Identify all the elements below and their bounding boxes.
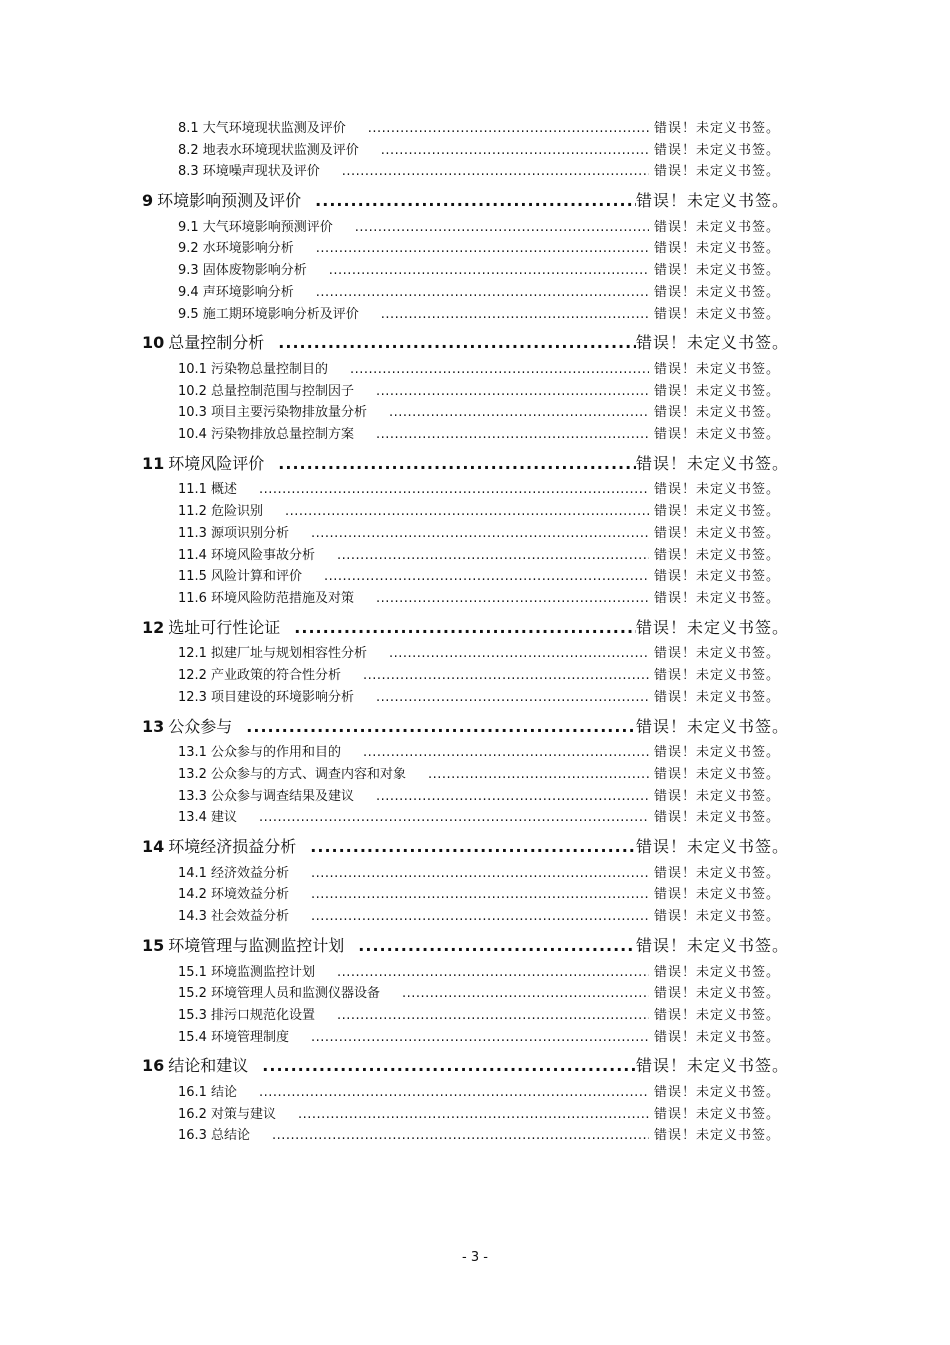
toc-dot-leader — [376, 381, 649, 403]
toc-entry-page-ref: 错误！未定义书签。 — [635, 454, 789, 473]
toc-entry-page-ref: 错误！未定义书签。 — [654, 143, 781, 158]
toc-entry-number: 14.1 — [178, 866, 207, 881]
toc-entry-number: 12.2 — [178, 668, 207, 683]
toc-dot-leader — [316, 282, 649, 304]
toc-chapter-entry[interactable] — [142, 452, 789, 476]
toc-entry-title: 环境管理制度 — [210, 1030, 289, 1045]
toc-entry-title: 概述 — [210, 482, 237, 497]
toc-dot-leader — [368, 118, 649, 140]
toc-dot-leader — [350, 359, 649, 381]
toc-entry-title: 环境管理与监测监控计划 — [168, 936, 345, 955]
toc-entry-number: 10.2 — [178, 384, 207, 399]
toc-dot-leader — [272, 1125, 649, 1147]
toc-entry-number: 16.3 — [178, 1128, 207, 1143]
toc-entry-title: 大气环境影响预测评价 — [202, 220, 333, 235]
toc-section-entry[interactable] — [178, 906, 786, 928]
toc-dot-leader — [376, 786, 649, 808]
toc-dot-leader — [294, 616, 636, 640]
toc-dot-leader — [311, 863, 649, 885]
toc-entry-page-ref: 错误！未定义书签。 — [654, 1008, 781, 1023]
toc-entry-page-ref: 错误！未定义书签。 — [635, 333, 789, 352]
toc-entry-title: 环境风险事故分析 — [210, 548, 315, 563]
toc-dot-leader — [259, 807, 649, 829]
toc-chapter-entry[interactable] — [142, 934, 789, 958]
toc-entry-page-ref: 错误！未定义书签。 — [654, 121, 781, 136]
toc-entry-number: 9.2 — [178, 241, 199, 256]
toc-entry-page-ref: 错误！未定义书签。 — [654, 745, 781, 760]
toc-entry-page-ref: 错误！未定义书签。 — [654, 548, 781, 563]
toc-section-entry[interactable] — [178, 1005, 786, 1027]
toc-entry-title: 风险计算和评价 — [210, 569, 302, 584]
toc-dot-leader — [311, 1027, 649, 1049]
toc-dot-leader — [311, 906, 649, 928]
toc-section-entry[interactable] — [178, 665, 786, 687]
toc-dot-leader — [329, 260, 649, 282]
toc-dot-leader — [278, 452, 636, 476]
toc-entry-page-ref: 错误！未定义书签。 — [654, 569, 781, 584]
toc-section-entry[interactable] — [178, 424, 786, 446]
toc-chapter-entry[interactable] — [142, 189, 789, 213]
toc-entry-number: 16.1 — [178, 1085, 207, 1100]
toc-entry-title: 大气环境现状监测及评价 — [202, 121, 346, 136]
toc-section-entry[interactable] — [178, 962, 786, 984]
toc-entry-title: 结论和建议 — [168, 1056, 249, 1075]
toc-entry-number: 9.3 — [178, 263, 199, 278]
toc-dot-leader — [298, 1104, 649, 1126]
toc-entry-number: 12.3 — [178, 690, 207, 705]
toc-section-entry[interactable] — [178, 1082, 786, 1104]
toc-entry-number: 16 — [142, 1056, 165, 1075]
toc-section-entry[interactable] — [178, 884, 786, 906]
toc-entry-number: 14.3 — [178, 909, 207, 924]
toc-entry-title: 公众参与的作用和目的 — [210, 745, 341, 760]
toc-dot-leader — [259, 1082, 649, 1104]
toc-dot-leader — [310, 835, 636, 859]
toc-entry-page-ref: 错误！未定义书签。 — [654, 909, 781, 924]
toc-dot-leader — [262, 1054, 636, 1078]
toc-entry-page-ref: 错误！未定义书签。 — [654, 810, 781, 825]
toc-entry-title: 对策与建议 — [210, 1107, 276, 1122]
toc-dot-leader — [311, 884, 649, 906]
toc-entry-number: 11 — [142, 454, 165, 473]
toc-entry-title: 环境风险防范措施及对策 — [210, 591, 354, 606]
toc-section-entry[interactable] — [178, 742, 786, 764]
toc-dot-leader — [278, 331, 636, 355]
toc-entry-title: 环境监测监控计划 — [210, 965, 315, 980]
toc-section-entry[interactable] — [178, 588, 786, 610]
toc-entry-page-ref: 错误！未定义书签。 — [654, 986, 781, 1001]
toc-dot-leader — [376, 687, 649, 709]
toc-entry-page-ref: 错误！未定义书签。 — [635, 618, 789, 637]
toc-section-entry[interactable] — [178, 238, 786, 260]
toc-section-entry[interactable] — [178, 523, 786, 545]
toc-entry-title: 总量控制分析 — [168, 333, 265, 352]
toc-entry-title: 环境风险评价 — [168, 454, 265, 473]
toc-entry-number: 10 — [142, 333, 165, 352]
toc-entry-title: 环境经济损益分析 — [168, 837, 297, 856]
toc-entry-page-ref: 错误！未定义书签。 — [654, 668, 781, 683]
toc-dot-leader — [402, 983, 649, 1005]
toc-entry-title: 声环境影响分析 — [202, 285, 294, 300]
toc-entry-number: 13.4 — [178, 810, 207, 825]
toc-dot-leader — [363, 742, 649, 764]
toc-entry-title: 社会效益分析 — [210, 909, 289, 924]
toc-entry-page-ref: 错误！未定义书签。 — [654, 646, 781, 661]
toc-entry-number: 10.1 — [178, 362, 207, 377]
toc-section-entry[interactable] — [178, 983, 786, 1005]
toc-section-entry[interactable] — [178, 282, 786, 304]
toc-entry-page-ref: 错误！未定义书签。 — [654, 887, 781, 902]
toc-chapter-entry[interactable] — [142, 715, 789, 739]
toc-dot-leader — [315, 189, 636, 213]
toc-dot-leader — [358, 934, 636, 958]
toc-dot-leader — [337, 545, 649, 567]
toc-entry-number: 10.4 — [178, 427, 207, 442]
toc-entry-number: 16.2 — [178, 1107, 207, 1122]
toc-dot-leader — [316, 238, 649, 260]
toc-entry-number: 15.1 — [178, 965, 207, 980]
toc-section-entry[interactable] — [178, 140, 786, 162]
toc-entry-number: 9.5 — [178, 307, 199, 322]
toc-entry-title: 公众参与的方式、调查内容和对象 — [210, 767, 406, 782]
toc-section-entry[interactable] — [178, 217, 786, 239]
toc-section-entry[interactable] — [178, 402, 786, 424]
toc-entry-title: 水环境影响分析 — [202, 241, 294, 256]
toc-dot-leader — [381, 304, 649, 326]
toc-entry-number: 14 — [142, 837, 165, 856]
toc-chapter-entry[interactable] — [142, 331, 789, 355]
toc-section-entry[interactable] — [178, 643, 786, 665]
toc-entry-page-ref: 错误！未定义书签。 — [654, 526, 781, 541]
toc-section-entry[interactable] — [178, 687, 786, 709]
toc-entry-title: 拟建厂址与规划相容性分析 — [210, 646, 367, 661]
toc-dot-leader — [376, 588, 649, 610]
toc-entry-number: 11.4 — [178, 548, 207, 563]
toc-entry-number: 15.2 — [178, 986, 207, 1001]
toc-entry-title: 项目建设的环境影响分析 — [210, 690, 354, 705]
toc-section-entry[interactable] — [178, 479, 786, 501]
toc-entry-page-ref: 错误！未定义书签。 — [654, 285, 781, 300]
toc-entry-number: 11.6 — [178, 591, 207, 606]
toc-entry-page-ref: 错误！未定义书签。 — [654, 1107, 781, 1122]
toc-entry-number: 8.3 — [178, 164, 199, 179]
toc-entry-page-ref: 错误！未定义书签。 — [654, 405, 781, 420]
toc-dot-leader — [389, 402, 649, 424]
toc-section-entry[interactable] — [178, 566, 786, 588]
toc-section-entry[interactable] — [178, 1027, 786, 1049]
toc-entry-page-ref: 错误！未定义书签。 — [654, 767, 781, 782]
toc-dot-leader — [246, 715, 636, 739]
toc-chapter-entry[interactable] — [142, 835, 789, 859]
toc-section-entry[interactable] — [178, 161, 786, 183]
toc-entry-page-ref: 错误！未定义书签。 — [654, 504, 781, 519]
toc-entry-page-ref: 错误！未定义书签。 — [635, 837, 789, 856]
toc-entry-number: 14.2 — [178, 887, 207, 902]
toc-entry-page-ref: 错误！未定义书签。 — [654, 690, 781, 705]
toc-entry-title: 危险识别 — [210, 504, 263, 519]
toc-entry-title: 总结论 — [210, 1128, 250, 1143]
toc-section-entry[interactable] — [178, 381, 786, 403]
toc-entry-page-ref: 错误！未定义书签。 — [635, 936, 789, 955]
toc-entry-number: 15 — [142, 936, 165, 955]
toc-dot-leader — [311, 523, 649, 545]
toc-entry-title: 源项识别分析 — [210, 526, 289, 541]
toc-entry-page-ref: 错误！未定义书签。 — [654, 1030, 781, 1045]
toc-entry-number: 10.3 — [178, 405, 207, 420]
toc-section-entry[interactable] — [178, 545, 786, 567]
toc-entry-page-ref: 错误！未定义书签。 — [654, 307, 781, 322]
toc-entry-number: 9.4 — [178, 285, 199, 300]
toc-chapter-entry[interactable] — [142, 616, 789, 640]
toc-entry-title: 建议 — [210, 810, 237, 825]
toc-entry-title: 环境影响预测及评价 — [157, 191, 302, 210]
toc-entry-number: 15.4 — [178, 1030, 207, 1045]
toc-entry-title: 公众参与调查结果及建议 — [210, 789, 354, 804]
toc-entry-title: 总量控制范围与控制因子 — [210, 384, 354, 399]
toc-entry-number: 13.1 — [178, 745, 207, 760]
toc-entry-title: 项目主要污染物排放量分析 — [210, 405, 367, 420]
toc-entry-number: 15.3 — [178, 1008, 207, 1023]
toc-dot-leader — [285, 501, 649, 523]
toc-section-entry[interactable] — [178, 304, 786, 326]
toc-entry-title: 产业政策的符合性分析 — [210, 668, 341, 683]
toc-entry-page-ref: 错误！未定义书签。 — [654, 1128, 781, 1143]
toc-entry-number: 11.3 — [178, 526, 207, 541]
toc-entry-page-ref: 错误！未定义书签。 — [654, 164, 781, 179]
toc-chapter-entry[interactable] — [142, 1054, 789, 1078]
toc-section-entry[interactable] — [178, 786, 786, 808]
toc-section-entry[interactable] — [178, 807, 786, 829]
toc-dot-leader — [337, 1005, 649, 1027]
page-number: - 3 - — [462, 1250, 488, 1265]
toc-entry-page-ref: 错误！未定义书签。 — [654, 789, 781, 804]
toc-entry-number: 11.5 — [178, 569, 207, 584]
toc-entry-page-ref: 错误！未定义书签。 — [654, 220, 781, 235]
toc-entry-title: 结论 — [210, 1085, 237, 1100]
toc-section-entry[interactable] — [178, 501, 786, 523]
toc-entry-title: 污染物总量控制目的 — [210, 362, 328, 377]
toc-entry-page-ref: 错误！未定义书签。 — [654, 866, 781, 881]
toc-entry-number: 13.3 — [178, 789, 207, 804]
toc-section-entry[interactable] — [178, 863, 786, 885]
toc-section-entry[interactable] — [178, 1125, 786, 1147]
toc-entry-title: 固体废物影响分析 — [202, 263, 307, 278]
toc-dot-leader — [337, 962, 649, 984]
toc-section-entry[interactable] — [178, 118, 786, 140]
toc-entry-page-ref: 错误！未定义书签。 — [654, 482, 781, 497]
toc-entry-title: 污染物排放总量控制方案 — [210, 427, 354, 442]
toc-entry-number: 13 — [142, 717, 165, 736]
toc-entry-number: 12.1 — [178, 646, 207, 661]
toc-entry-number: 8.1 — [178, 121, 199, 136]
toc-entry-title: 环境噪声现状及评价 — [202, 164, 320, 179]
toc-entry-page-ref: 错误！未定义书签。 — [654, 427, 781, 442]
toc-section-entry[interactable] — [178, 359, 786, 381]
toc-section-entry[interactable] — [178, 764, 786, 786]
toc-entry-page-ref: 错误！未定义书签。 — [654, 1085, 781, 1100]
toc-entry-title: 环境效益分析 — [210, 887, 289, 902]
toc-section-entry[interactable] — [178, 260, 786, 282]
toc-entry-title: 地表水环境现状监测及评价 — [202, 143, 359, 158]
toc-dot-leader — [381, 140, 649, 162]
toc-entry-number: 13.2 — [178, 767, 207, 782]
toc-dot-leader — [363, 665, 649, 687]
toc-dot-leader — [342, 161, 649, 183]
toc-dot-leader — [259, 479, 649, 501]
toc-entry-title: 公众参与 — [168, 717, 233, 736]
toc-entry-number: 11.1 — [178, 482, 207, 497]
toc-entry-page-ref: 错误！未定义书签。 — [635, 191, 789, 210]
toc-entry-page-ref: 错误！未定义书签。 — [654, 591, 781, 606]
toc-entry-title: 选址可行性论证 — [168, 618, 281, 637]
toc-entry-number: 9.1 — [178, 220, 199, 235]
toc-entry-page-ref: 错误！未定义书签。 — [654, 241, 781, 256]
toc-entry-title: 排污口规范化设置 — [210, 1008, 315, 1023]
toc-entry-page-ref: 错误！未定义书签。 — [654, 263, 781, 278]
toc-entry-number: 12 — [142, 618, 165, 637]
toc-dot-leader — [355, 217, 649, 239]
toc-entry-title: 施工期环境影响分析及评价 — [202, 307, 359, 322]
toc-dot-leader — [389, 643, 649, 665]
toc-entry-number: 9 — [142, 191, 154, 210]
toc-dot-leader — [376, 424, 649, 446]
toc-entry-page-ref: 错误！未定义书签。 — [635, 1056, 789, 1075]
toc-entry-page-ref: 错误！未定义书签。 — [654, 965, 781, 980]
toc-entry-page-ref: 错误！未定义书签。 — [635, 717, 789, 736]
toc-entry-page-ref: 错误！未定义书签。 — [654, 362, 781, 377]
toc-entry-number: 8.2 — [178, 143, 199, 158]
toc-entry-number: 11.2 — [178, 504, 207, 519]
toc-entry-title: 环境管理人员和监测仪器设备 — [210, 986, 380, 1001]
toc-dot-leader — [324, 566, 649, 588]
toc-entry-title: 经济效益分析 — [210, 866, 289, 881]
toc-section-entry[interactable] — [178, 1104, 786, 1126]
toc-dot-leader — [428, 764, 649, 786]
toc-entry-page-ref: 错误！未定义书签。 — [654, 384, 781, 399]
